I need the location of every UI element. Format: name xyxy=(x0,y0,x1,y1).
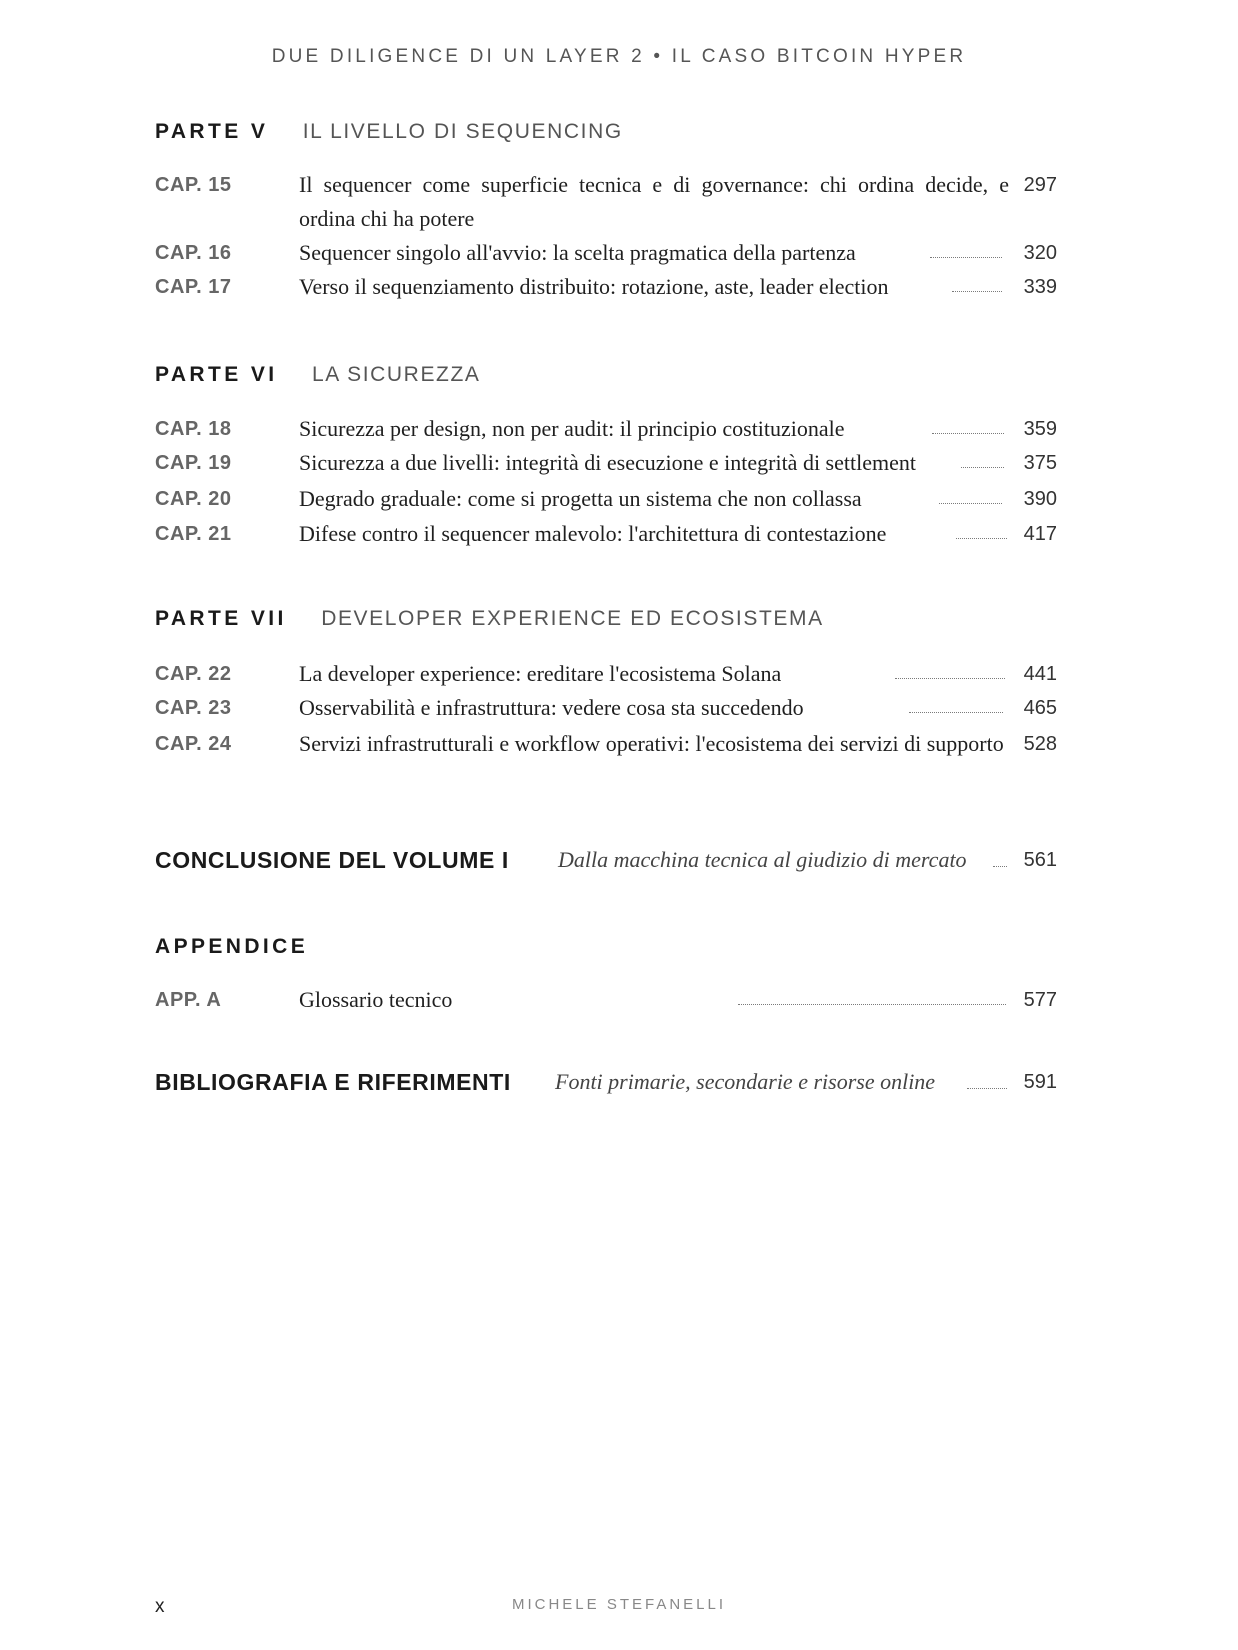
conclusion-label: CONCLUSIONE DEL VOLUME I xyxy=(155,847,509,873)
dot-leader xyxy=(909,712,1003,713)
appendix-label: APPENDICE xyxy=(155,935,309,958)
chapter-number: CAP. 19 xyxy=(155,452,232,474)
page-number: 528 xyxy=(1023,733,1057,755)
chapter-number: CAP. 21 xyxy=(155,523,232,545)
toc-entry-cap-19[interactable] xyxy=(155,446,1057,480)
chapter-number: CAP. 15 xyxy=(155,174,232,196)
part-label: PARTE VI xyxy=(155,363,278,386)
dot-leader xyxy=(961,467,1004,468)
toc-entry-cap-23[interactable] xyxy=(155,691,1057,725)
chapter-title: Il sequencer come superficie tecnica e di governance: chi ordina decide, e ordina chi ha potere xyxy=(299,172,1009,231)
toc-entry-cap-20[interactable] xyxy=(155,482,1057,516)
chapter-title: Sicurezza per design, non per audit: il principio costituzionale xyxy=(299,416,845,441)
chapter-number: CAP. 16 xyxy=(155,242,232,264)
toc-entry-cap-21[interactable] xyxy=(155,517,1057,551)
page-number: 339 xyxy=(1023,276,1057,298)
page-number: 577 xyxy=(1023,989,1057,1011)
dot-leader xyxy=(993,866,1007,867)
appendix-number: APP. A xyxy=(155,989,222,1011)
part-label: PARTE VII xyxy=(155,607,287,630)
page-number: 591 xyxy=(1023,1071,1057,1093)
part-title: DEVELOPER EXPERIENCE ED ECOSISTEMA xyxy=(321,607,824,630)
page-number: 561 xyxy=(1023,849,1057,871)
toc-entry-cap-16[interactable] xyxy=(155,236,1057,270)
part-heading-vi xyxy=(155,363,1055,387)
page-number: 441 xyxy=(1023,663,1057,685)
part-title: IL LIVELLO DI SEQUENCING xyxy=(302,120,623,143)
chapter-number: CAP. 24 xyxy=(155,733,232,755)
running-header: DUE DILIGENCE DI UN LAYER 2 • IL CASO BITCOIN HYPER xyxy=(271,46,967,67)
toc-entry-cap-15[interactable] xyxy=(155,168,1057,236)
footer-author: MICHELE STEFANELLI xyxy=(511,1596,727,1613)
toc-entry-conclusion[interactable] xyxy=(155,840,1057,880)
chapter-title: Servizi infrastrutturali e workflow operativi: l'ecosistema dei servizi di supporto xyxy=(299,731,1004,756)
chapter-number: CAP. 22 xyxy=(155,663,232,685)
page-number: 359 xyxy=(1023,418,1057,440)
page-folio: x xyxy=(155,1596,165,1617)
dot-leader xyxy=(967,1088,1007,1089)
bibliography-subtitle: Fonti primarie, secondarie e risorse online xyxy=(555,1069,936,1094)
page-number: 297 xyxy=(1023,174,1057,196)
bibliography-label: BIBLIOGRAFIA E RIFERIMENTI xyxy=(155,1069,511,1095)
dot-leader xyxy=(939,503,1002,504)
toc-entry-bibliography[interactable] xyxy=(155,1062,1057,1102)
toc-entry-cap-24[interactable] xyxy=(155,727,1057,795)
dot-leader xyxy=(952,291,1002,292)
chapter-title: Degrado graduale: come si progetta un sistema che non collassa xyxy=(299,486,862,511)
toc-entry-cap-18[interactable] xyxy=(155,412,1057,446)
page-number: 375 xyxy=(1023,452,1057,474)
chapter-number: CAP. 18 xyxy=(155,418,232,440)
appendix-heading xyxy=(155,935,1055,959)
dot-leader xyxy=(930,257,1002,258)
part-title: LA SICUREZZA xyxy=(311,363,481,386)
page-number: 320 xyxy=(1023,242,1057,264)
conclusion-subtitle: Dalla macchina tecnica al giudizio di mercato xyxy=(558,847,967,872)
dot-leader xyxy=(932,433,1004,434)
chapter-title: Verso il sequenziamento distribuito: rotazione, aste, leader election xyxy=(299,274,889,299)
chapter-title: La developer experience: ereditare l'ecosistema Solana xyxy=(299,661,782,686)
dot-leader xyxy=(895,678,1005,679)
chapter-title: Difese contro il sequencer malevolo: l'architettura di contestazione xyxy=(299,521,887,546)
chapter-number: CAP. 17 xyxy=(155,276,232,298)
dot-leader xyxy=(738,1004,1006,1005)
page-number: 417 xyxy=(1023,523,1057,545)
page-number: 465 xyxy=(1023,697,1057,719)
toc-entry-cap-17[interactable] xyxy=(155,270,1057,304)
chapter-number: CAP. 20 xyxy=(155,488,232,510)
chapter-title: Sequencer singolo all'avvio: la scelta pragmatica della partenza xyxy=(299,240,856,265)
page-number: 390 xyxy=(1023,488,1057,510)
part-heading-v xyxy=(155,120,1055,144)
chapter-number: CAP. 23 xyxy=(155,697,232,719)
dot-leader xyxy=(956,538,1007,539)
chapter-title: Osservabilità e infrastruttura: vedere cosa sta succedendo xyxy=(299,695,804,720)
appendix-title: Glossario tecnico xyxy=(299,987,453,1012)
toc-entry-cap-22[interactable] xyxy=(155,657,1057,691)
part-heading-vii xyxy=(155,607,1055,631)
part-label: PARTE V xyxy=(155,120,269,143)
toc-entry-app-a[interactable] xyxy=(155,983,1057,1017)
chapter-title: Sicurezza a due livelli: integrità di esecuzione e integrità di settlement xyxy=(299,450,916,475)
